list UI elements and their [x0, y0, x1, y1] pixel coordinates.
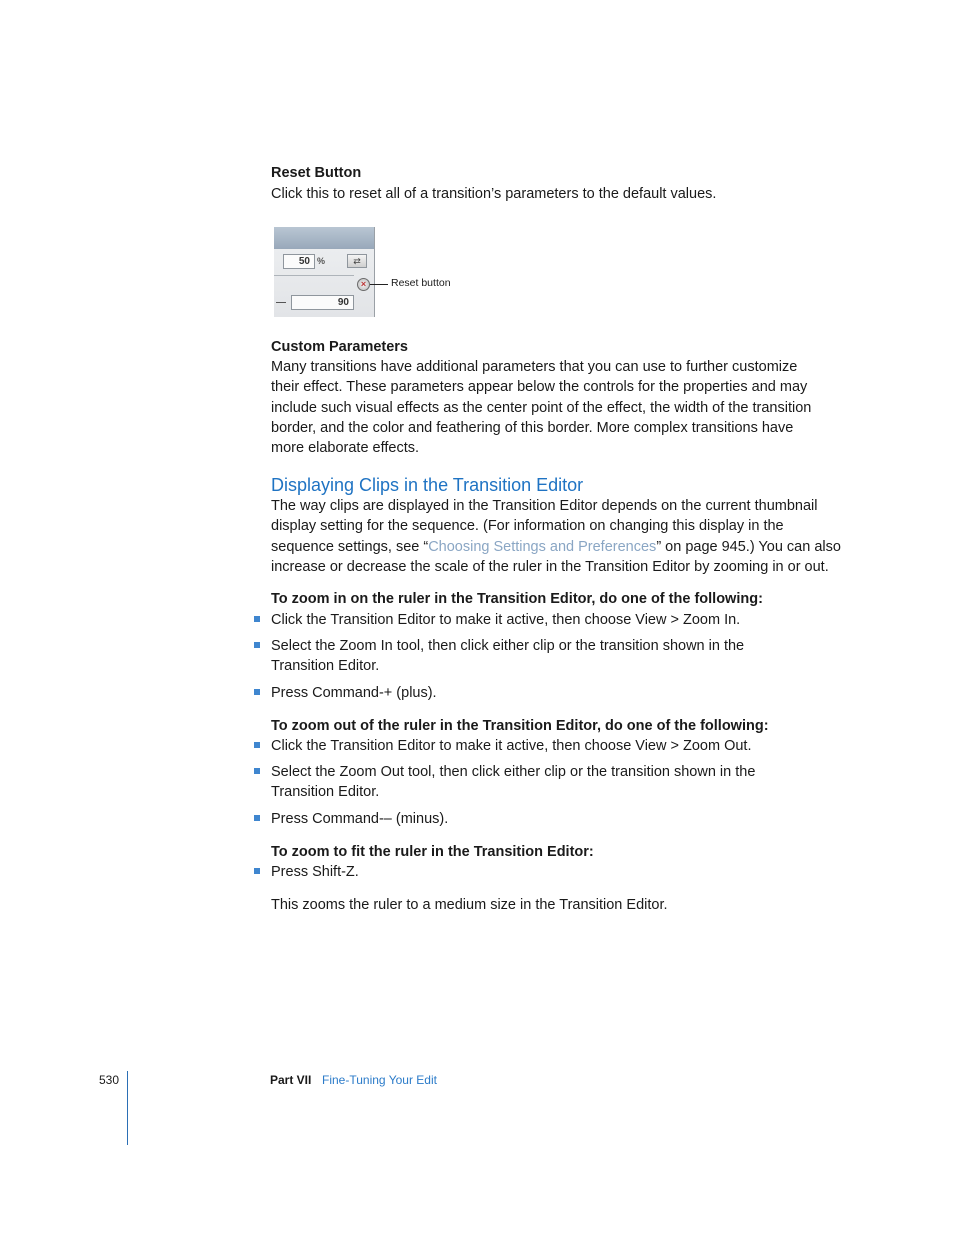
footer-part: Part VII	[270, 1073, 312, 1087]
custom-parameters-body	[271, 357, 831, 458]
zoom-fit-note: This zooms the ruler to a medium size in the Transition Editor.	[271, 897, 668, 913]
percent-field: 50	[283, 254, 315, 269]
zoom-fit-heading: To zoom to fit the ruler in the Transition Editor:	[271, 844, 594, 860]
body-line: increase or decrease the scale of the ruler in the Transition Editor by zooming in or out.	[271, 558, 829, 575]
list-item-text	[271, 636, 831, 677]
screenshot-divider	[274, 275, 354, 276]
list-item-text: Press Shift-Z.	[271, 864, 359, 880]
slider-minus-icon	[276, 302, 286, 303]
body-line: Many transitions have additional parameters that you can use to further customize	[271, 359, 798, 375]
list-item-text: Press Command-– (minus).	[271, 811, 449, 827]
list-item-text	[271, 762, 831, 803]
percent-unit: %	[317, 256, 326, 266]
footer-rule	[127, 1071, 128, 1145]
list-item-line: Transition Editor.	[271, 658, 380, 675]
reset-button-description: Click this to reset all of a transition’s parameters to the default values.	[271, 186, 717, 202]
body-line: border, and the color and feathering of this border. More complex transitions have	[271, 419, 794, 436]
bullet-icon	[254, 768, 260, 774]
footer-chapter-link[interactable]: Fine-Tuning Your Edit	[322, 1073, 437, 1087]
list-item-line: Select the Zoom Out tool, then click either clip or the transition shown in the	[271, 764, 756, 780]
custom-parameters-heading: Custom Parameters	[271, 339, 408, 355]
body-line	[271, 537, 841, 557]
text-after-link: ” on page 945.) You can also	[656, 538, 841, 555]
bullet-icon	[254, 815, 260, 821]
page-number: 530	[99, 1073, 120, 1087]
list-item-text: Press Command-+ (plus).	[271, 685, 437, 701]
screenshot-header-bar	[274, 227, 374, 249]
bullet-icon	[254, 642, 260, 648]
displaying-clips-body	[271, 496, 841, 577]
reset-icon: ×	[357, 278, 370, 291]
callout-leader-line	[370, 284, 388, 285]
reset-button-callout: Reset button	[391, 277, 451, 289]
body-line: their effect. These parameters appear below the controls for the properties and may	[271, 379, 808, 396]
body-line: include such visual effects as the center point of the effect, the width of the transition	[271, 399, 812, 416]
value-field: 90	[291, 295, 354, 310]
bullet-icon	[254, 742, 260, 748]
list-item-text: Click the Transition Editor to make it active, then choose View > Zoom Out.	[271, 738, 752, 754]
section-title: Displaying Clips in the Transition Editor	[271, 475, 584, 495]
list-item-line: Select the Zoom In tool, then click either clip or the transition shown in the	[271, 638, 745, 654]
list-item-line: Transition Editor.	[271, 784, 380, 801]
bullet-icon	[254, 616, 260, 622]
keyframe-icon: ⇄	[347, 254, 367, 268]
bullet-icon	[254, 689, 260, 695]
text-before-link: sequence settings, see “	[271, 538, 429, 555]
bullet-icon	[254, 868, 260, 874]
body-line: more elaborate effects.	[271, 440, 420, 457]
zoom-out-heading: To zoom out of the ruler in the Transition Editor, do one of the following:	[271, 718, 769, 734]
body-line: The way clips are displayed in the Transition Editor depends on the current thumbnail	[271, 498, 818, 514]
reset-button-screenshot	[274, 227, 375, 317]
zoom-in-heading: To zoom in on the ruler in the Transition Editor, do one of the following:	[271, 591, 763, 607]
reset-button-heading: Reset Button	[271, 165, 362, 181]
body-line: display setting for the sequence. (For information on changing this display in the	[271, 518, 784, 535]
choosing-settings-link[interactable]: Choosing Settings and Preferences	[428, 538, 657, 555]
list-item-text: Click the Transition Editor to make it active, then choose View > Zoom In.	[271, 612, 741, 628]
